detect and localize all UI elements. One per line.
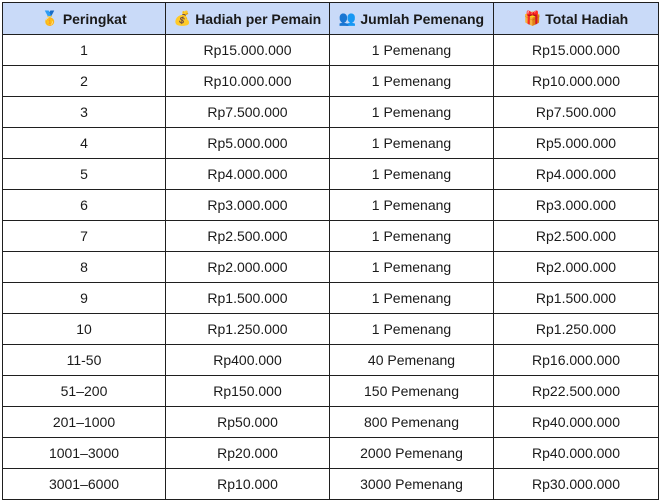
rank-cell: 11-50 bbox=[3, 345, 166, 376]
rank-cell: 1 bbox=[3, 35, 166, 66]
winner-count-cell: 150 Pemenang bbox=[330, 376, 494, 407]
winner-count-cell: 1 Pemenang bbox=[330, 190, 494, 221]
table-row bbox=[3, 66, 659, 97]
total-prize-cell: Rp7.500.000 bbox=[494, 97, 659, 128]
prize-per-player-cell: Rp20.000 bbox=[166, 438, 330, 469]
table-row bbox=[3, 314, 659, 345]
table-row bbox=[3, 345, 659, 376]
total-prize-cell: Rp2.500.000 bbox=[494, 221, 659, 252]
rank-cell: 3001–6000 bbox=[3, 469, 166, 500]
header-winner-count-label: Jumlah Pemenang bbox=[360, 11, 485, 27]
winner-count-cell: 40 Pemenang bbox=[330, 345, 494, 376]
prize-per-player-cell: Rp10.000.000 bbox=[166, 66, 330, 97]
rank-cell: 2 bbox=[3, 66, 166, 97]
winner-count-cell: 1 Pemenang bbox=[330, 97, 494, 128]
winner-count-cell: 1 Pemenang bbox=[330, 314, 494, 345]
prize-per-player-cell: Rp7.500.000 bbox=[166, 97, 330, 128]
rank-cell: 51–200 bbox=[3, 376, 166, 407]
winner-count-cell: 1 Pemenang bbox=[330, 159, 494, 190]
prize-table bbox=[2, 2, 659, 500]
prize-per-player-cell: Rp150.000 bbox=[166, 376, 330, 407]
prize-per-player-cell: Rp400.000 bbox=[166, 345, 330, 376]
total-prize-cell: Rp16.000.000 bbox=[494, 345, 659, 376]
prize-per-player-cell: Rp5.000.000 bbox=[166, 128, 330, 159]
winner-count-cell: 3000 Pemenang bbox=[330, 469, 494, 500]
total-prize-cell: Rp2.000.000 bbox=[494, 252, 659, 283]
rank-cell: 8 bbox=[3, 252, 166, 283]
header-total-prize-label: Total Hadiah bbox=[545, 11, 629, 27]
table-body bbox=[3, 35, 659, 500]
table-row bbox=[3, 469, 659, 500]
table-row bbox=[3, 35, 659, 66]
prize-per-player-cell: Rp1.500.000 bbox=[166, 283, 330, 314]
total-prize-cell: Rp22.500.000 bbox=[494, 376, 659, 407]
gold-medal-icon: 🥇 bbox=[41, 11, 59, 27]
rank-cell: 7 bbox=[3, 221, 166, 252]
total-prize-cell: Rp4.000.000 bbox=[494, 159, 659, 190]
table-row bbox=[3, 221, 659, 252]
winner-count-cell: 1 Pemenang bbox=[330, 66, 494, 97]
winner-count-cell: 1 Pemenang bbox=[330, 221, 494, 252]
header-rank-label: Peringkat bbox=[62, 11, 127, 27]
header-total-prize bbox=[494, 3, 659, 35]
total-prize-cell: Rp30.000.000 bbox=[494, 469, 659, 500]
table-row bbox=[3, 97, 659, 128]
rank-cell: 9 bbox=[3, 283, 166, 314]
money-bag-icon: 💰 bbox=[173, 11, 192, 27]
gift-icon: 🎁 bbox=[523, 11, 542, 27]
prize-per-player-cell: Rp2.500.000 bbox=[166, 221, 330, 252]
winner-count-cell: 2000 Pemenang bbox=[330, 438, 494, 469]
table-row bbox=[3, 407, 659, 438]
header-rank bbox=[3, 3, 166, 35]
winner-count-cell: 800 Pemenang bbox=[330, 407, 494, 438]
header-row bbox=[3, 3, 659, 35]
rank-cell: 5 bbox=[3, 159, 166, 190]
header-prize-per-player-label: Hadiah per Pemain bbox=[195, 11, 322, 27]
prize-per-player-cell: Rp10.000 bbox=[166, 469, 330, 500]
winner-count-cell: 1 Pemenang bbox=[330, 252, 494, 283]
total-prize-cell: Rp40.000.000 bbox=[494, 438, 659, 469]
total-prize-cell: Rp1.500.000 bbox=[494, 283, 659, 314]
total-prize-cell: Rp5.000.000 bbox=[494, 128, 659, 159]
prize-per-player-cell: Rp15.000.000 bbox=[166, 35, 330, 66]
total-prize-cell: Rp10.000.000 bbox=[494, 66, 659, 97]
rank-cell: 1001–3000 bbox=[3, 438, 166, 469]
rank-cell: 4 bbox=[3, 128, 166, 159]
rank-cell: 201–1000 bbox=[3, 407, 166, 438]
total-prize-cell: Rp1.250.000 bbox=[494, 314, 659, 345]
rank-cell: 10 bbox=[3, 314, 166, 345]
total-prize-cell: Rp40.000.000 bbox=[494, 407, 659, 438]
table-row bbox=[3, 376, 659, 407]
table-row bbox=[3, 190, 659, 221]
table-row bbox=[3, 283, 659, 314]
header-prize-per-player bbox=[166, 3, 330, 35]
winner-count-cell: 1 Pemenang bbox=[330, 35, 494, 66]
table-row bbox=[3, 128, 659, 159]
prize-per-player-cell: Rp1.250.000 bbox=[166, 314, 330, 345]
winner-count-cell: 1 Pemenang bbox=[330, 128, 494, 159]
table-row bbox=[3, 438, 659, 469]
prize-per-player-cell: Rp2.000.000 bbox=[166, 252, 330, 283]
rank-cell: 6 bbox=[3, 190, 166, 221]
table-row bbox=[3, 159, 659, 190]
winner-count-cell: 1 Pemenang bbox=[330, 283, 494, 314]
prize-per-player-cell: Rp4.000.000 bbox=[166, 159, 330, 190]
people-icon: 👥 bbox=[338, 11, 357, 27]
prize-per-player-cell: Rp3.000.000 bbox=[166, 190, 330, 221]
table-row bbox=[3, 252, 659, 283]
rank-cell: 3 bbox=[3, 97, 166, 128]
total-prize-cell: Rp15.000.000 bbox=[494, 35, 659, 66]
prize-per-player-cell: Rp50.000 bbox=[166, 407, 330, 438]
header-winner-count bbox=[330, 3, 494, 35]
total-prize-cell: Rp3.000.000 bbox=[494, 190, 659, 221]
